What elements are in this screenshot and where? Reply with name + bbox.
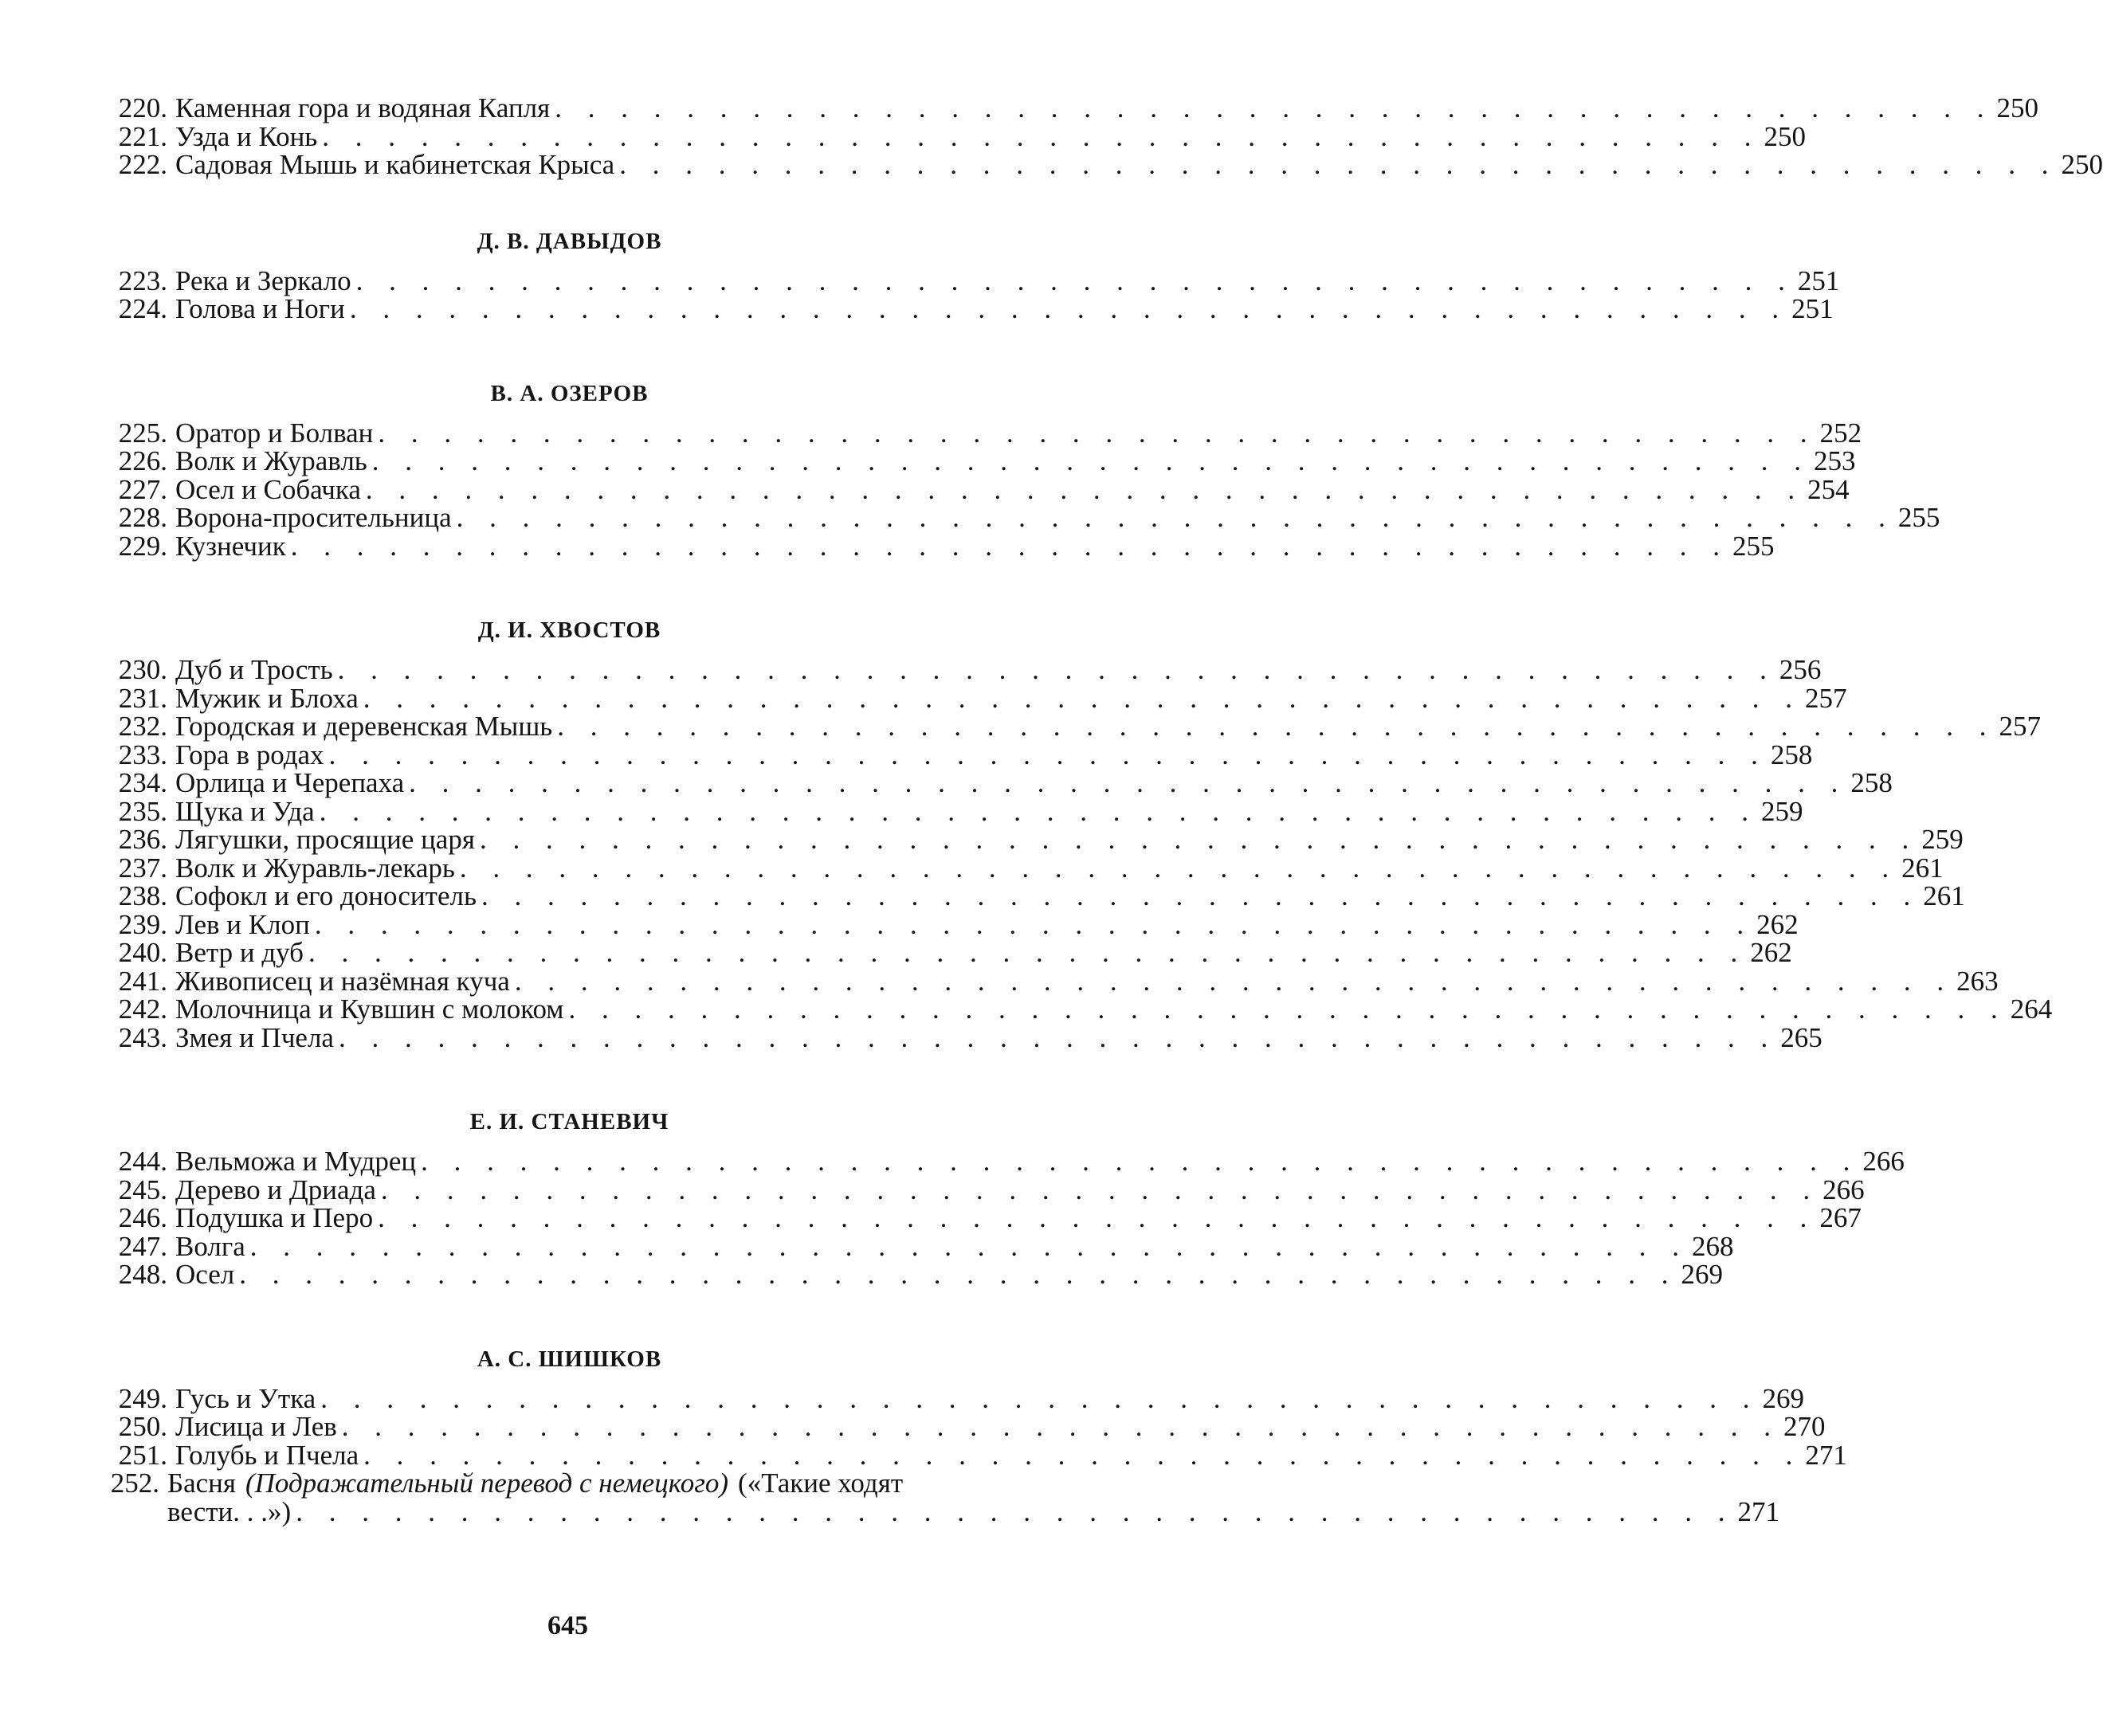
entry-page: 252 (1819, 417, 1862, 449)
dot-leader: . . . . . . . . . . . . . . . . . . . . . . . . . . . . . . . . . . . . . . . . . . . . (341, 1411, 1781, 1442)
toc-section (105, 1106, 1905, 1290)
entry-title: Гора в родах (175, 739, 324, 770)
toc-entry (105, 445, 1856, 476)
dot-leader: . . . . . . . . . . . . . . . . . . . . . . . . . . . . . . . . . . . . . . . . . . . . (421, 1146, 1860, 1177)
entry-title: Софокл и его доноситель (175, 880, 477, 911)
dot-leader: . . . . . . . . . . . . . . . . . . . . . . . . . . . . . . . . . . . . . . . . . . . . (514, 965, 1954, 997)
dot-leader: . . . . . . . . . . . . . . . . . . . . . . . . . . . . . . . . . . . . . . . . . . . . (456, 502, 1895, 533)
entry-line-2 (105, 1495, 1779, 1527)
entry-title: Оратор и Болван (175, 417, 374, 449)
entry-number: 239. (118, 908, 167, 940)
entry-number: 227. (118, 473, 167, 505)
entry-title: Живописец и назёмная куча (175, 965, 510, 997)
entry-number: 228. (118, 502, 167, 533)
entry-page: 250 (1996, 92, 2038, 123)
entry-number: 247. (118, 1230, 167, 1262)
dot-leader: . . . . . . . . . . . . . . . . . . . . . . . . . . . . . . . . . . . . . . . . . . . . (322, 120, 1761, 152)
toc-entry (105, 1146, 1905, 1177)
entry-page: 268 (1692, 1230, 1734, 1262)
section-author-heading: Е. И. СТАНЕВИЧ (469, 1109, 669, 1134)
toc-entry (105, 473, 1850, 505)
entry-number: 233. (118, 739, 167, 770)
entry-page: 269 (1681, 1259, 1723, 1290)
entry-number: 226. (118, 445, 167, 476)
toc-entry (105, 654, 1822, 685)
entry-number: 220. (118, 92, 167, 123)
entry-page: 255 (1897, 502, 1940, 533)
entry-number: 223. (118, 265, 167, 296)
entry-title: Дерево и Дриада (175, 1174, 376, 1205)
entry-page: 270 (1783, 1411, 1826, 1442)
entry-title: Голова и Ноги (175, 293, 345, 324)
entry-number: 230. (118, 654, 167, 685)
entry-title: Орлица и Черепаха (175, 767, 405, 798)
entry-number: 231. (118, 682, 167, 714)
entry-number: 241. (118, 965, 167, 997)
toc-entry (105, 767, 1893, 798)
toc-entry (105, 852, 1944, 884)
entry-page: 257 (1805, 682, 1847, 714)
toc-entry (105, 502, 1940, 533)
entry-page: 266 (1822, 1174, 1865, 1205)
toc-entry (105, 92, 2038, 123)
entry-title: Кузнечик (175, 530, 286, 562)
dot-leader: . . . . . . . . . . . . . . . . . . . . . . . . . . . . . . . . . . . . . . . . . . . . (314, 908, 1754, 940)
toc-section (105, 225, 1840, 324)
entry-page: 250 (2061, 149, 2103, 180)
entry-title: Молочница и Кувшин с молоком (175, 993, 564, 1025)
entry-number: 237. (118, 852, 167, 884)
toc-entry (105, 1174, 1865, 1205)
dot-leader: . . . . . . . . . . . . . . . . . . . . . . . . . . . . . . . . . . . . . . . . . . . . (378, 417, 1817, 449)
entry-number: 236. (118, 824, 167, 855)
entry-title: Волк и Журавль (175, 445, 367, 476)
entry-page: 271 (1737, 1495, 1779, 1527)
dot-leader: . . . . . . . . . . . . . . . . . . . . . . . . . . . . . . . . . . . . . . . . . . . . (459, 852, 1899, 884)
entry-title: Лягушки, просящие царя (175, 824, 475, 855)
entry-page: 259 (1921, 824, 1964, 855)
entry-number: 224. (118, 293, 167, 324)
entry-title: Ворона-просительница (175, 502, 452, 533)
entry-number: 246. (118, 1202, 167, 1233)
entry-number: 221. (118, 120, 167, 152)
toc-entry (105, 965, 1999, 997)
toc-entry (105, 120, 1807, 152)
entry-title: Щука и Уда (175, 795, 315, 827)
entry-title: Узда и Конь (175, 120, 318, 152)
dot-leader: . . . . . . . . . . . . . . . . . . . . . . . . . . . . . . . . . . . . . . . . . . . . (371, 445, 1811, 476)
entry-page: 257 (1999, 711, 2041, 742)
entry-title: Подушка и Перо (175, 1202, 374, 1233)
dot-leader: . . . . . . . . . . . . . . . . . . . . . . . . . . . . . . . . . . . . . . . . . . . . (555, 92, 1994, 123)
entry-title: Вельможа и Мудрец (175, 1146, 417, 1177)
entry-title: Лисица и Лев (175, 1411, 337, 1442)
entry-page: 256 (1779, 654, 1822, 685)
dot-leader: . . . . . . . . . . . . . . . . . . . . . . . . . . . . . . . . . . . . . . . . . . . . (320, 1382, 1760, 1414)
entry-number: 252. (110, 1468, 159, 1499)
toc-entry (105, 265, 1840, 296)
page-number: 645 (547, 1611, 588, 1640)
toc-entry (105, 1202, 1862, 1233)
toc-entry (105, 1411, 1826, 1442)
toc-entry (105, 1259, 1723, 1290)
entry-title: Лев и Клоп (175, 908, 310, 940)
toc-section (105, 92, 2103, 180)
entry-title: Волга (175, 1230, 245, 1262)
section-author-heading: Д. И. ХВОСТОВ (477, 617, 661, 643)
entry-page: 269 (1762, 1382, 1804, 1414)
toc-entry (105, 530, 1775, 562)
entry-number: 251. (118, 1439, 167, 1471)
entry-title: Гусь и Утка (175, 1382, 316, 1414)
entry-page: 262 (1750, 937, 1792, 968)
dot-leader: . . . . . . . . . . . . . . . . . . . . . . . . . . . . . . . . . . . . . . . . . . . . (568, 993, 2007, 1025)
entry-title: Ветр и дуб (175, 937, 304, 968)
dot-leader: . . . . . . . . . . . . . . . . . . . . . . . . . . . . . . . . . . . . . . . . . . . . (479, 824, 1919, 855)
dot-leader: . . . . . . . . . . . . . . . . . . . . . . . . . . . . . . . . . . . . . . . . . . . . (249, 1230, 1689, 1262)
dot-leader: . . . . . . . . . . . . . . . . . . . . . . . . . . . . . . . . . . . . . . . . . . . . (239, 1259, 1678, 1290)
dot-leader: . . . . . . . . . . . . . . . . . . . . . . . . . . . . . . . . . . . . . . . . . . . . (296, 1495, 1735, 1527)
entry-page: 255 (1732, 530, 1775, 562)
toc-section (105, 1343, 1847, 1527)
toc-entry (105, 682, 1847, 714)
entry-subtitle-italic: (Подражательный перевод с немецкого) (245, 1468, 729, 1499)
entry-number: 245. (118, 1174, 167, 1205)
entry-page: 264 (2010, 993, 2053, 1025)
entry-page: 258 (1850, 767, 1893, 798)
dot-leader: . . . . . . . . . . . . . . . . . . . . . . . . . . . . . . . . . . . . . . . . . . . . (380, 1174, 1820, 1205)
toc-entry-multiline (105, 1468, 1779, 1527)
dot-leader: . . . . . . . . . . . . . . . . . . . . . . . . . . . . . . . . . . . . . . . . . . . . (363, 682, 1802, 714)
entry-page: 262 (1756, 908, 1799, 940)
toc-entry (105, 711, 2041, 742)
entry-title: Садовая Мышь и кабинетская Крыса (175, 149, 615, 180)
entry-page: 258 (1770, 739, 1813, 770)
entry-page: 261 (1901, 852, 1944, 884)
entry-page: 271 (1805, 1439, 1847, 1471)
dot-leader: . . . . . . . . . . . . . . . . . . . . . . . . . . . . . . . . . . . . . . . . . . . . (365, 473, 1805, 505)
entry-number: 225. (118, 417, 167, 449)
entry-title-continued: вести. . .») (167, 1495, 292, 1527)
entry-number: 240. (118, 937, 167, 968)
entry-number: 229. (118, 530, 167, 562)
dot-leader: . . . . . . . . . . . . . . . . . . . . . . . . . . . . . . . . . . . . . . . . . . . . (349, 293, 1789, 324)
toc-section (105, 378, 1940, 562)
toc-entry (105, 1439, 1847, 1471)
toc-entry (105, 908, 1799, 940)
entry-title: Голубь и Пчела (175, 1439, 359, 1471)
toc-entry (105, 1230, 1734, 1262)
dot-leader: . . . . . . . . . . . . . . . . . . . . . . . . . . . . . . . . . . . . . . . . . . . . (619, 149, 2058, 180)
entry-number: 234. (118, 767, 167, 798)
entry-page: 263 (1956, 965, 1999, 997)
toc-entry (105, 293, 1834, 324)
entry-title: Басня (167, 1468, 236, 1499)
toc-entry (105, 739, 1813, 770)
dot-leader: . . . . . . . . . . . . . . . . . . . . . . . . . . . . . . . . . . . . . . . . . . . . (481, 880, 1921, 911)
table-of-contents (105, 92, 2103, 1527)
toc-entry (105, 824, 1964, 855)
toc-entry (105, 795, 1803, 827)
dot-leader: . . . . . . . . . . . . . . . . . . . . . . . . . . . . . . . . . . . . . . . . . . . . (409, 767, 1848, 798)
entry-title: Река и Зеркало (175, 265, 351, 296)
entry-title: Дуб и Трость (175, 654, 333, 685)
dot-leader: . . . . . . . . . . . . . . . . . . . . . . . . . . . . . . . . . . . . . . . . . . . . (338, 1021, 1778, 1053)
entry-quote: («Такие ходят (738, 1468, 904, 1499)
entry-page: 265 (1780, 1021, 1822, 1053)
dot-leader: . . . . . . . . . . . . . . . . . . . . . . . . . . . . . . . . . . . . . . . . . . . . (337, 654, 1776, 685)
entry-number: 250. (118, 1411, 167, 1442)
section-author-heading: В. А. ОЗЕРОВ (490, 380, 649, 406)
entry-page: 254 (1807, 473, 1850, 505)
entry-page: 261 (1923, 880, 1965, 911)
entry-page: 267 (1819, 1202, 1862, 1233)
entry-line-1 (105, 1469, 1034, 1498)
toc-entry (105, 417, 1862, 449)
entry-number: 244. (118, 1146, 167, 1177)
dot-leader: . . . . . . . . . . . . . . . . . . . . . . . . . . . . . . . . . . . . . . . . . . . . (328, 739, 1768, 770)
entry-number: 235. (118, 795, 167, 827)
entry-title: Осел (175, 1259, 235, 1290)
entry-number: 238. (118, 880, 167, 911)
entry-number: 232. (118, 711, 167, 742)
entry-number: 248. (118, 1259, 167, 1290)
dot-leader: . . . . . . . . . . . . . . . . . . . . . . . . . . . . . . . . . . . . . . . . . . . . (308, 937, 1748, 968)
toc-entry (105, 993, 2053, 1025)
toc-entry (105, 937, 1792, 968)
entry-number: 222. (118, 149, 167, 180)
entry-title: Волк и Журавль-лекарь (175, 852, 455, 884)
entry-number: 242. (118, 993, 167, 1025)
toc-entry (105, 1382, 1804, 1414)
entry-page: 251 (1797, 265, 1840, 296)
dot-leader: . . . . . . . . . . . . . . . . . . . . . . . . . . . . . . . . . . . . . . . . . . . . (355, 265, 1795, 296)
toc-entry (105, 1021, 1822, 1053)
dot-leader: . . . . . . . . . . . . . . . . . . . . . . . . . . . . . . . . . . . . . . . . . . . . (557, 711, 1996, 742)
section-author-heading: А. С. ШИШКОВ (477, 1346, 662, 1372)
entry-number: 249. (118, 1382, 167, 1414)
section-author-heading: Д. В. ДАВЫДОВ (477, 228, 662, 254)
entry-title: Осел и Собачка (175, 473, 361, 505)
entry-page: 253 (1814, 445, 1856, 476)
entry-page: 251 (1791, 293, 1834, 324)
dot-leader: . . . . . . . . . . . . . . . . . . . . . . . . . . . . . . . . . . . . . . . . . . . . (363, 1439, 1803, 1471)
toc-entry (105, 880, 1965, 911)
toc-section (105, 614, 2053, 1053)
entry-title: Каменная гора и водяная Капля (175, 92, 551, 123)
entry-title: Мужик и Блоха (175, 682, 359, 714)
entry-number: 243. (118, 1021, 167, 1053)
entry-page: 259 (1760, 795, 1803, 827)
entry-title: Змея и Пчела (175, 1021, 334, 1053)
toc-entry (105, 149, 2103, 180)
dot-leader: . . . . . . . . . . . . . . . . . . . . . . . . . . . . . . . . . . . . . . . . . . . . (290, 530, 1730, 562)
entry-page: 250 (1764, 120, 1807, 152)
dot-leader: . . . . . . . . . . . . . . . . . . . . . . . . . . . . . . . . . . . . . . . . . . . . (319, 795, 1758, 827)
entry-page: 266 (1862, 1146, 1905, 1177)
dot-leader: . . . . . . . . . . . . . . . . . . . . . . . . . . . . . . . . . . . . . . . . . . . . (378, 1202, 1817, 1233)
entry-title: Городская и деревенская Мышь (175, 711, 553, 742)
